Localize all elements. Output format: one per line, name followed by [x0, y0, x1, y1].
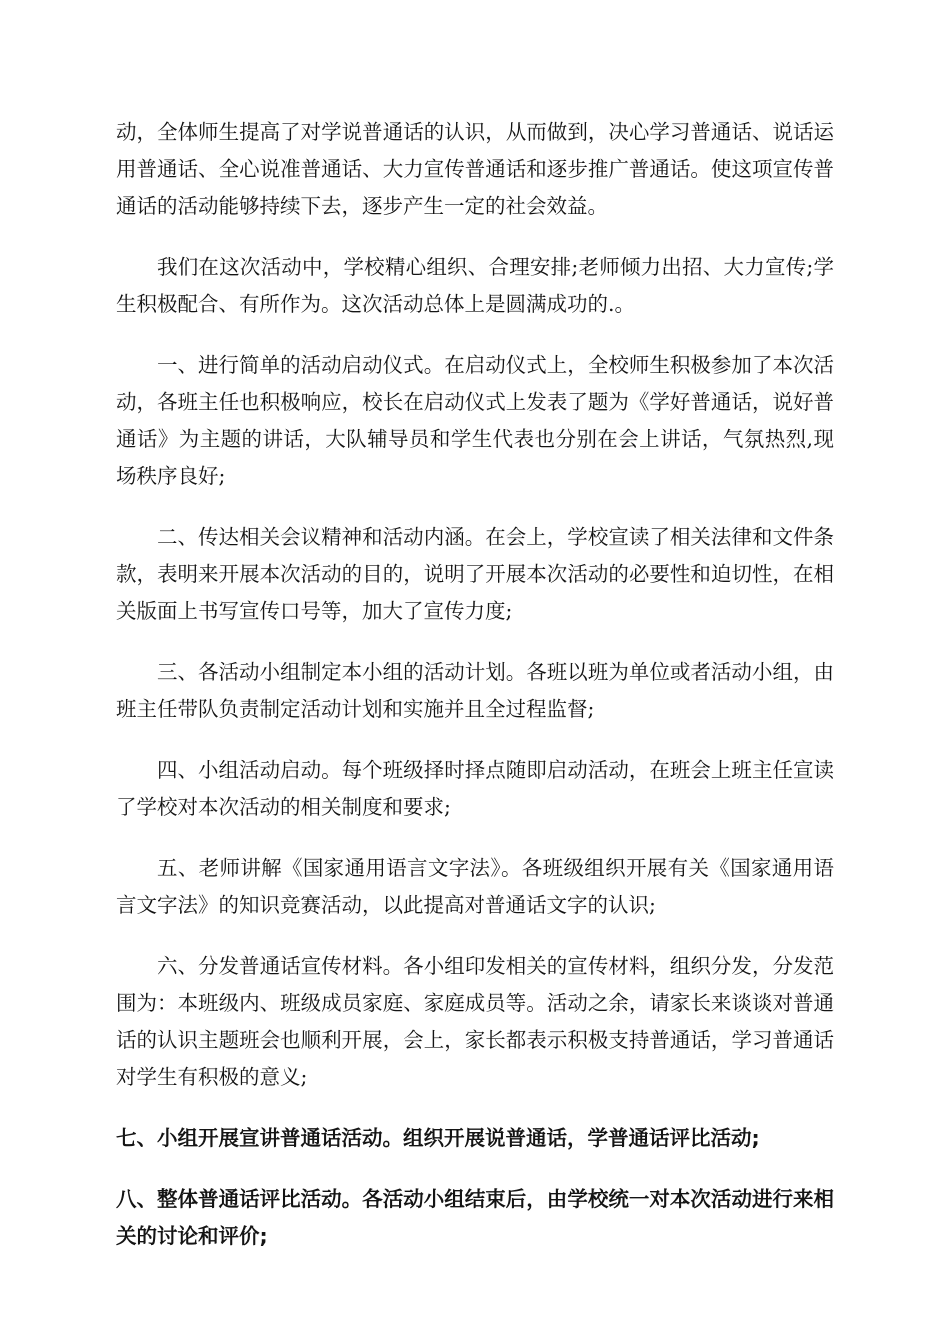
document-body — [116, 114, 834, 1279]
paragraph-summary: 我们在这次活动中，学校精心组织、合理安排;老师倾力出招、大力宣传;学生积极配合、有所作为。这次活动总体上是圆满成功的.。 — [116, 255, 834, 316]
paragraph-item-2: 二、传达相关会议精神和活动内涵。在会上，学校宣读了相关法律和文件条款，表明来开展本次活动的目的，说明了开展本次活动的必要性和迫切性，在相关版面上书写宣传口号等，加大了宣传力度; — [116, 525, 834, 623]
paragraph-item-8: 八、整体普通话评比活动。各活动小组结束后，由学校统一对本次活动进行来相关的讨论和评价; — [116, 1187, 834, 1248]
paragraph-item-4: 四、小组活动启动。每个班级择时择点随即启动活动，在班会上班主任宣读了学校对本次活动的相关制度和要求; — [116, 758, 834, 819]
paragraph-item-1: 一、进行简单的活动启动仪式。在启动仪式上，全校师生积极参加了本次活动，各班主任也积极响应，校长在启动仪式上发表了题为《学好普通话，说好普通话》为主题的讲话，大队辅导员和学生代表也分别在会上讲话，气氛热烈,现场秩序良好; — [116, 353, 834, 488]
paragraph-continuation: 动，全体师生提高了对学说普通话的认识，从而做到，决心学习普通话、说话运用普通话、全心说准普通话、大力宣传普通话和逐步推广普通话。使这项宣传普通话的活动能够持续下去，逐步产生一定的社会效益。 — [116, 120, 834, 218]
paragraph-item-7: 七、小组开展宣讲普通话活动。组织开展说普通话，学普通话评比活动; — [116, 1126, 760, 1150]
paragraph-item-6: 六、分发普通话宣传材料。各小组印发相关的宣传材料，组织分发，分发范围为：本班级内、班级成员家庭、家庭成员等。活动之余，请家长来谈谈对普通话的认识主题班会也顺利开展，会上，家长都表示积极支持普通话，学习普通话对学生有积极的意义; — [116, 954, 834, 1089]
paragraph-item-3: 三、各活动小组制定本小组的活动计划。各班以班为单位或者活动小组，由班主任带队负责制定活动计划和实施并且全过程监督; — [116, 660, 834, 721]
paragraph-item-5: 五、老师讲解《国家通用语言文字法》。各班级组织开展有关《国家通用语言文字法》的知识竞赛活动，以此提高对普通话文字的认识; — [116, 856, 834, 917]
